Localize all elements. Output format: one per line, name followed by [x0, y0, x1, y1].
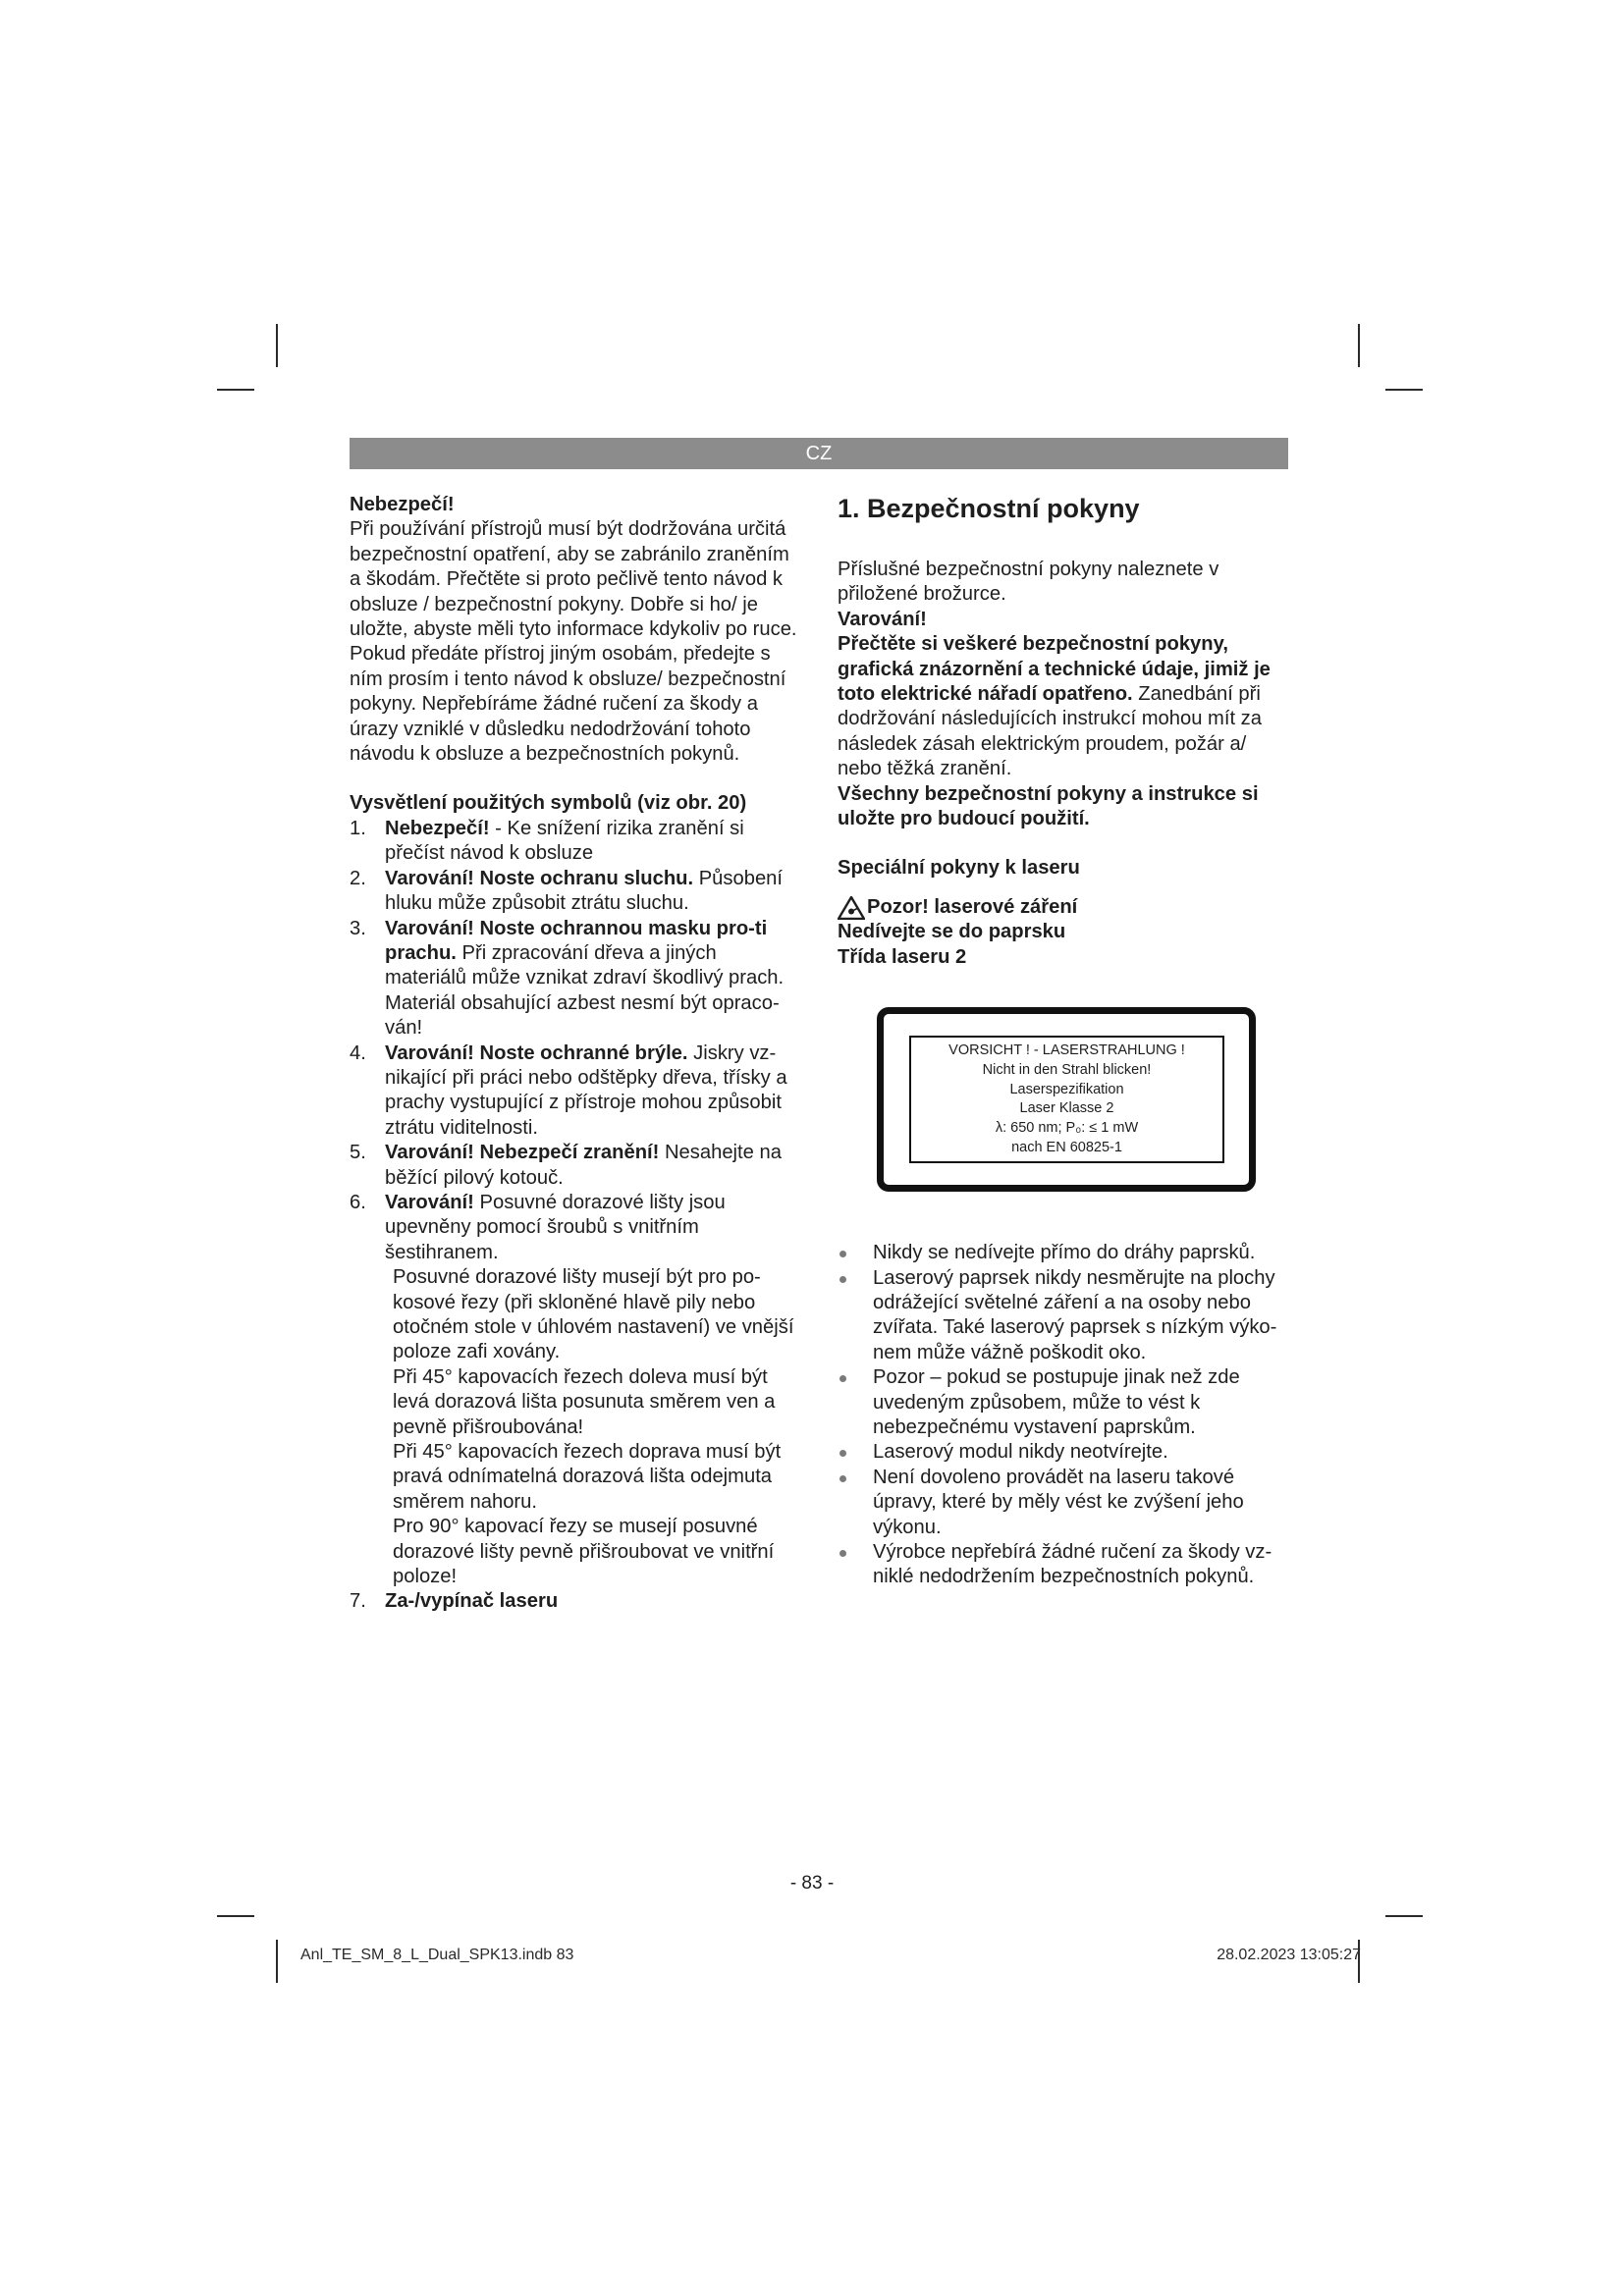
- symbol-number: 4.: [350, 1041, 366, 1064]
- symbol-number: 2.: [350, 867, 366, 889]
- symbol-extra: Při 45° kapovacích řezech doprava musí být pravá odnímatelná dorazová lišta odejmuta směrem nahoru.: [393, 1441, 782, 1513]
- symbol-extra: Posuvné dorazové lišty musejí být pro po-kosové řezy (při skloněné hlavě pily nebo otočném stole v úhlovém nastavení) ve vnější poloze zafi xovány.: [393, 1266, 794, 1363]
- left-column: [350, 493, 803, 1615]
- laser-bullet-list: [838, 1241, 1291, 1590]
- symbol-bold: Varování! Noste ochrannou masku pro-ti prachu.: [385, 917, 768, 964]
- laser-bullet-item: Laserový paprsek nikdy nesměrujte na plochy odrážející světelné záření a na osoby nebo zvířata. Také laserový paprsek s nízkým výko-nem může vážně poškodit oko.: [838, 1266, 1291, 1366]
- symbol-text: Jiskry vz-nikající při práci nebo odštěpky dřeva, třísky a prachy vystupující z přístroje mohou způsobit ztrátu viditelnosti.: [385, 1041, 787, 1139]
- symbol-item: [350, 1041, 803, 1142]
- danger-title: Nebezpečí!: [350, 494, 455, 515]
- symbol-item: [350, 917, 803, 1041]
- crop-mark: [217, 1915, 254, 1917]
- laser-caution: [838, 895, 1291, 920]
- laser-label-line: VORSICHT ! - LASERSTRAHLUNG !: [948, 1042, 1185, 1059]
- danger-paragraph: Při používání přístrojů musí být dodržována určitá bezpečnostní opatření, aby se zabránilo zraněním a škodám. Přečtěte si proto pečlivě tento návod k obsluze / bezpečnostní pokyny. Dobře si ho/ je uložte, abyste měli tyto informace kdykoliv po ruce. Pokud předáte přístroj jiným osobám, předejte s ním prosím i tento návod k obsluze/ bezpečnostní pokyny. Nepřebíráme žádné ručení za škody a úrazy vzniklé v důsledku nedodržování tohoto návodu k obsluze a bezpečnostních pokynů.: [350, 518, 797, 766]
- right-column: [838, 493, 1291, 1590]
- laser-no-look: Nedívejte se do paprsku: [838, 921, 1066, 943]
- symbol-bold: Varování! Nebezpečí zranění!: [385, 1142, 660, 1164]
- symbol-bold: Nebezpečí!: [385, 817, 490, 839]
- warning-label: Varování!: [838, 608, 927, 630]
- symbol-item: [350, 867, 803, 917]
- symbol-item: [350, 817, 803, 867]
- laser-bullet-item: Laserový modul nikdy neotvírejte.: [838, 1440, 1291, 1465]
- laser-bullet-item: Nikdy se nedívejte přímo do dráhy paprsků.: [838, 1241, 1291, 1265]
- crop-mark: [1358, 324, 1360, 367]
- symbol-bold: Za-/vypínač laseru: [385, 1590, 559, 1613]
- symbol-text: Při zpracování dřeva a jiných materiálů může vznikat zdraví škodlivý prach. Materiál obsahující azbest nesmí být opraco-ván!: [385, 941, 785, 1040]
- laser-caution-text: Pozor! laserové záření: [867, 895, 1078, 918]
- laser-bullet-item: Pozor – pokud se postupuje jinak než zde uvedeným způsobem, může to vést k nebezpečnému vystavení paprskům.: [838, 1365, 1291, 1440]
- warning-text: Zanedbání při dodržování následujících instrukcí mohou mít za následek zásah elektrickým proudem, požár a/ nebo těžká zranění.: [838, 683, 1263, 780]
- symbol-number: 3.: [350, 917, 366, 939]
- keep-instructions: Všechny bezpečnostní pokyny a instrukce si uložte pro budoucí použití.: [838, 782, 1259, 830]
- symbol-bold: Varování!: [385, 1191, 474, 1213]
- laser-label-line: Laser Klasse 2: [1019, 1100, 1114, 1117]
- warning-triangle-icon: [838, 896, 865, 920]
- symbol-text: Působení hluku může způsobit ztrátu sluchu.: [385, 867, 784, 915]
- crop-mark: [276, 1940, 278, 1983]
- symbol-extra: Pro 90° kapovací řezy se musejí posuvné dorazové lišty pevně přišroubovat ve vnitřní poloze!: [393, 1516, 775, 1588]
- laser-label-text-box: [909, 1036, 1224, 1163]
- laser-warning-label: [877, 1007, 1256, 1192]
- intro-paragraph: Příslušné bezpečnostní pokyny naleznete v přiložené brožurce.: [838, 559, 1219, 606]
- laser-bullet-item: Výrobce nepřebírá žádné ručení za škody vz-niklé nedodržením bezpečnostních pokynů.: [838, 1540, 1291, 1590]
- symbol-item: [350, 1141, 803, 1191]
- laser-bullet-item: Není dovoleno provádět na laseru takové úpravy, které by měly vést ke zvýšení jeho výkonu.: [838, 1466, 1291, 1540]
- footer-timestamp: 28.02.2023 13:05:27: [1217, 1947, 1361, 1963]
- warning-bold-text: Přečtěte si veškeré bezpečnostní pokyny, grafická znázornění a technické údaje, jimiž je toto elektrické nářadí opatřeno.: [838, 633, 1271, 706]
- symbol-extra: Při 45° kapovacích řezech doleva musí být levá dorazová lišta posunuta směrem ven a pevně přišroubována!: [393, 1365, 776, 1438]
- symbol-number: 1.: [350, 817, 366, 839]
- symbol-bold: Varování! Noste ochranu sluchu.: [385, 867, 694, 889]
- laser-section-title: Speciální pokyny k laseru: [838, 857, 1080, 880]
- laser-class: Třída laseru 2: [838, 945, 967, 968]
- laser-label-line: λ: 650 nm; P₀: ≤ 1 mW: [995, 1120, 1139, 1137]
- symbol-number: 6.: [350, 1191, 366, 1213]
- symbols-title: Vysvětlení použitých symbolů (viz obr. 20): [350, 792, 747, 815]
- page-number: - 83 -: [789, 1873, 835, 1894]
- symbol-item: [350, 1589, 803, 1614]
- symbol-text: - Ke snížení rizika zranění si přečíst návod k obsluze: [385, 817, 744, 865]
- crop-mark: [1385, 1915, 1423, 1917]
- symbol-number: 7.: [350, 1590, 366, 1613]
- laser-label-line: Nicht in den Strahl blicken!: [982, 1061, 1152, 1078]
- symbol-text: Posuvné dorazové lišty jsou upevněny pomocí šroubů s vnitřním šestihranem.: [385, 1191, 726, 1263]
- crop-mark: [1385, 389, 1423, 391]
- laser-label-line: Laserspezifikation: [1009, 1081, 1124, 1097]
- language-header-bar: CZ: [350, 438, 1288, 469]
- crop-mark: [276, 324, 278, 367]
- crop-mark: [217, 389, 254, 391]
- symbol-text: Nesahejte na běžící pilový kotouč.: [385, 1142, 782, 1189]
- symbols-list: [350, 817, 803, 1615]
- section-title: 1. Bezpečnostní pokyny: [838, 494, 1140, 523]
- symbol-item: [350, 1191, 803, 1590]
- footer-file-info: Anl_TE_SM_8_L_Dual_SPK13.indb 83: [300, 1947, 574, 1963]
- warning-paragraph: [838, 632, 1291, 781]
- symbol-number: 5.: [350, 1142, 366, 1164]
- laser-label-line: nach EN 60825-1: [1011, 1140, 1122, 1156]
- symbol-bold: Varování! Noste ochranné brýle.: [385, 1041, 688, 1064]
